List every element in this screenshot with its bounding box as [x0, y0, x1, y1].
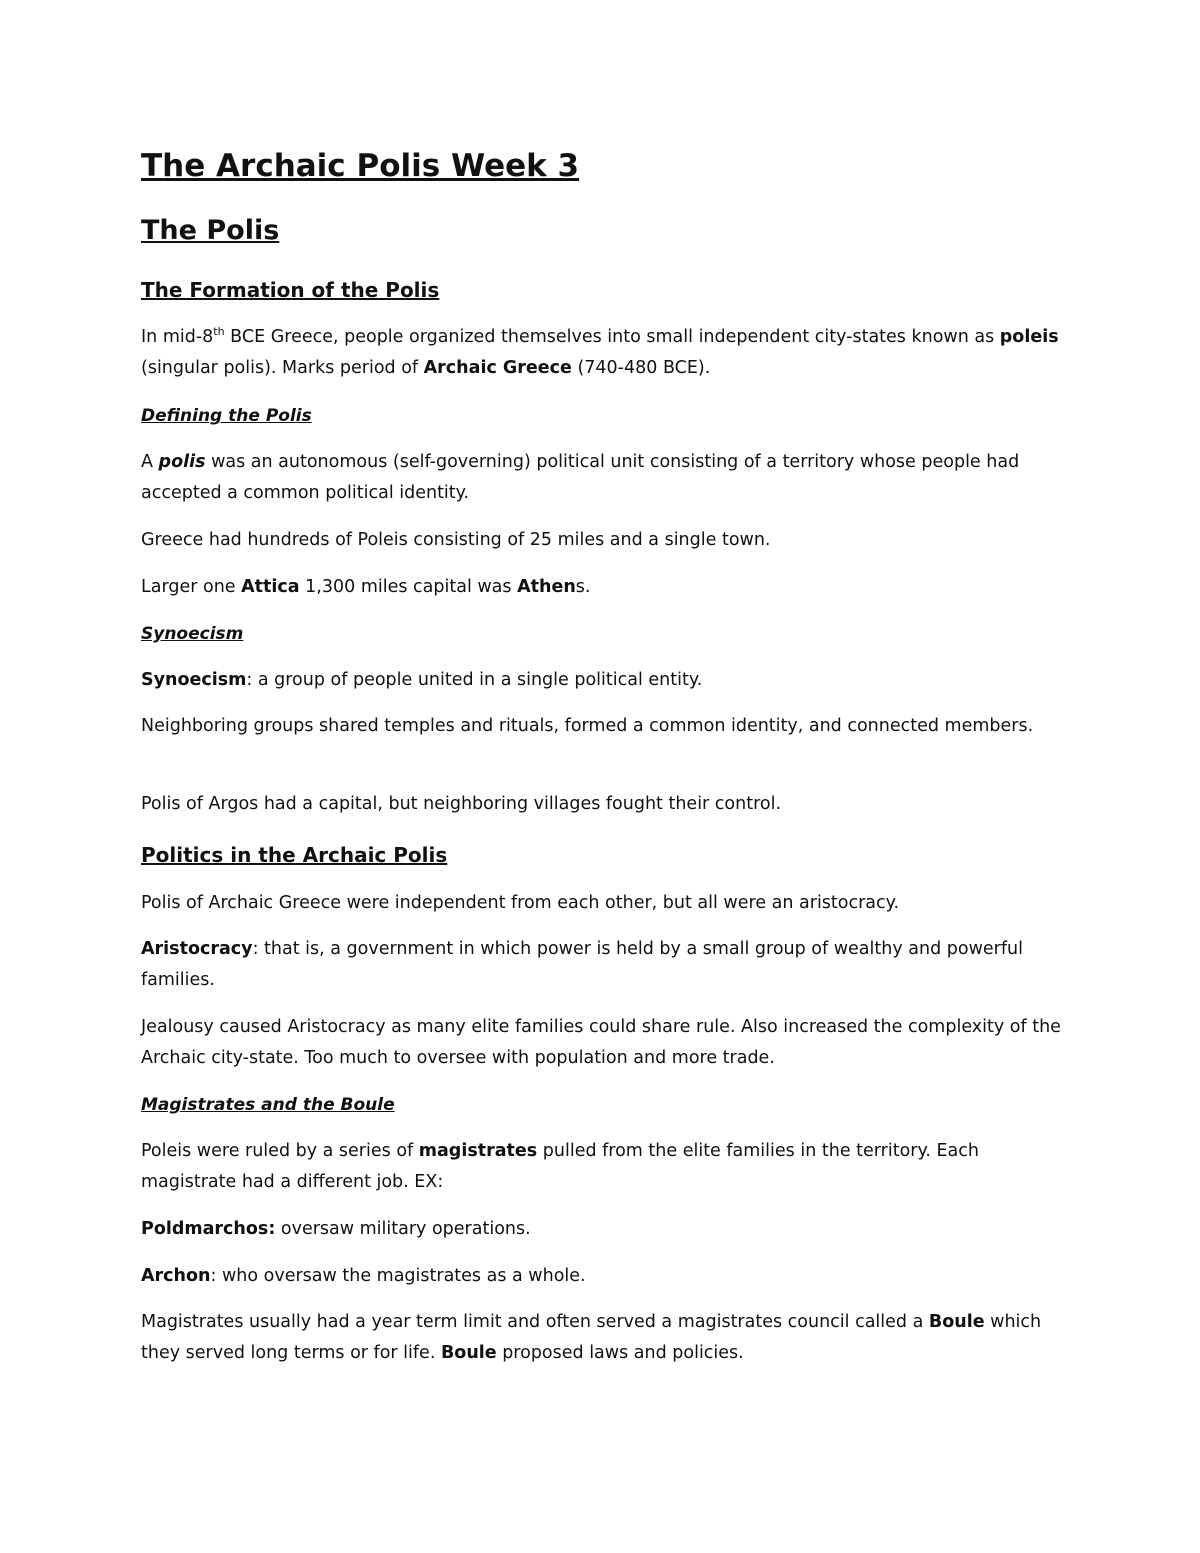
term-boule: Boule — [440, 1343, 497, 1363]
paragraph-argos: Polis of Argos had a capital, but neighboring villages fought their control. — [141, 794, 782, 814]
term-archaic-greece: Archaic Greece — [423, 358, 572, 378]
paragraph-synoecism-definition: Synoecism: a group of people united in a single political entity. — [141, 670, 703, 690]
term-athens: Athen — [517, 577, 576, 597]
term-archon: Archon — [141, 1266, 211, 1286]
paragraph-poldmarchos: Poldmarchos: oversaw military operations. — [141, 1219, 531, 1239]
heading-magistrates-boule: Magistrates and the Boule — [141, 1095, 395, 1115]
paragraph-aristocracy-definition: Aristocracy: that is, a government in which power is held by a small group of wealthy and powerful families. — [141, 939, 1023, 990]
heading-politics-archaic-polis: Politics in the Archaic Polis — [141, 843, 448, 867]
section-heading-the-polis: The Polis — [141, 215, 280, 246]
term-synoecism: Synoecism — [141, 670, 247, 690]
paragraph-neighboring-groups: Neighboring groups shared temples and rituals, formed a common identity, and connected members. — [141, 716, 1034, 736]
paragraph-archon: Archon: who oversaw the magistrates as a whole. — [141, 1266, 586, 1286]
paragraph-independent-polis: Polis of Archaic Greece were independent from each other, but all were an aristocracy. — [141, 893, 900, 913]
heading-formation-of-polis: The Formation of the Polis — [141, 278, 440, 302]
term-magistrates: magistrates — [418, 1141, 538, 1161]
paragraph-polis-definition: A polis was an autonomous (self-governing) political unit consisting of a territory whose people had accepted a common political identity. — [141, 452, 1020, 503]
heading-synoecism: Synoecism — [141, 624, 244, 644]
document-title: The Archaic Polis Week 3 — [141, 148, 580, 184]
paragraph-boule: Magistrates usually had a year term limit and often served a magistrates council called a Boule which they served long terms or for life. Boule proposed laws and policies. — [141, 1312, 1042, 1363]
paragraph-formation: In mid-8th BCE Greece, people organized themselves into small independent city-states known as poleis (singular polis). Marks period of Archaic Greece (740-480 BCE). — [141, 325, 1059, 378]
term-attica: Attica — [241, 577, 300, 597]
paragraph-attica: Larger one Attica 1,300 miles capital was Athens. — [141, 577, 591, 597]
paragraph-hundreds-of-poleis: Greece had hundreds of Poleis consisting of 25 miles and a single town. — [141, 530, 771, 550]
heading-defining-polis: Defining the Polis — [141, 406, 312, 426]
term-poldmarchos: Poldmarchos: — [141, 1219, 276, 1239]
term-polis: polis — [158, 452, 206, 472]
term-poleis: poleis — [999, 327, 1059, 347]
term-aristocracy: Aristocracy — [141, 939, 253, 959]
superscript-th: th — [213, 325, 225, 339]
paragraph-magistrates: Poleis were ruled by a series of magistrates pulled from the elite families in the territory. Each magistrate had a different job. EX: — [141, 1141, 979, 1192]
paragraph-jealousy: Jealousy caused Aristocracy as many elite families could share rule. Also increased the complexity of the Archaic city-state. Too much to oversee with population and more trade. — [141, 1017, 1061, 1068]
term-boule: Boule — [928, 1312, 985, 1332]
